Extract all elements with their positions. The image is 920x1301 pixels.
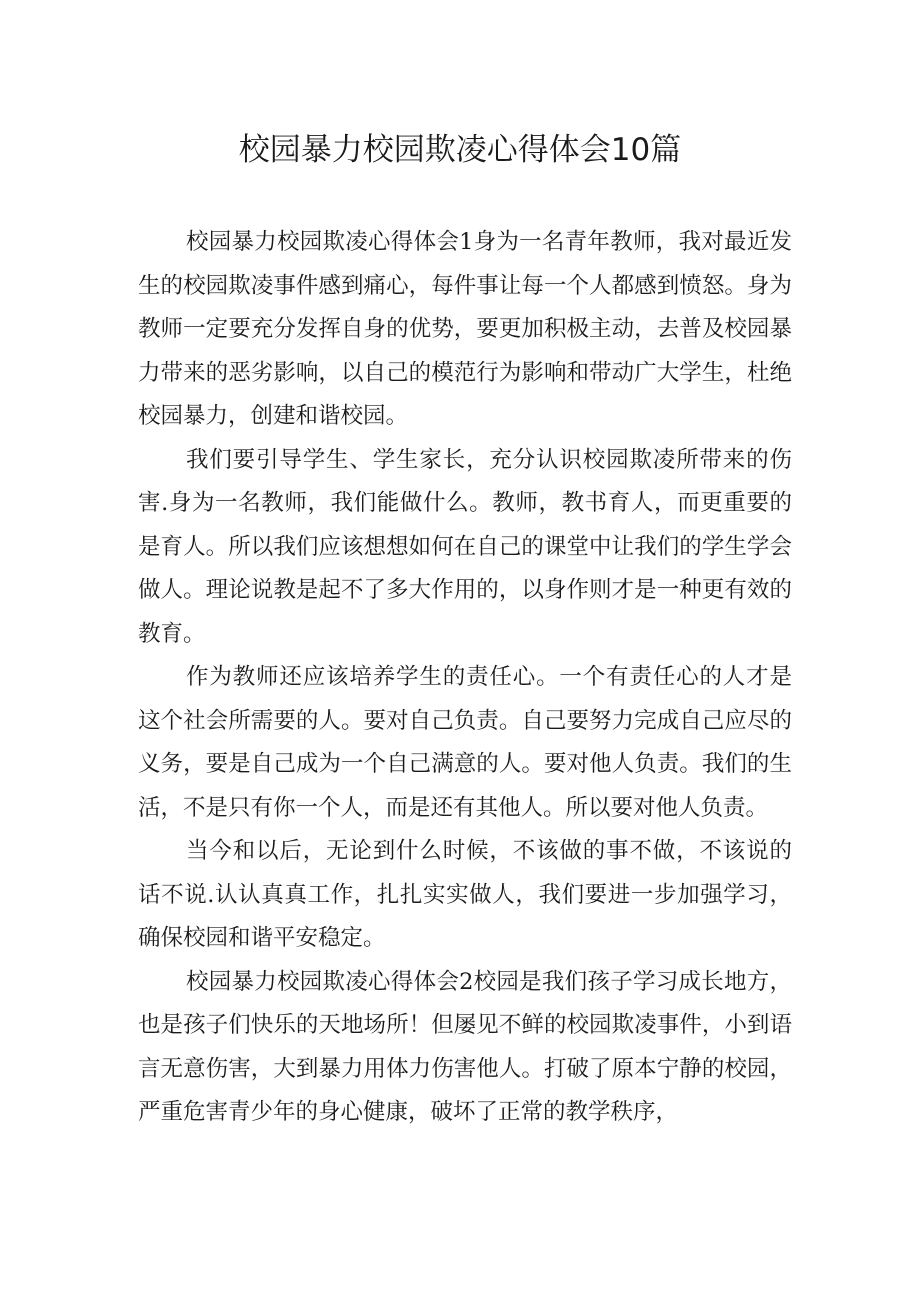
paragraph-1: 校园暴力校园欺凌心得体会1身为一名青年教师，我对最近发生的校园欺凌事件感到痛心，每件事让每一个人都感到愤怒。身为教师一定要充分发挥自身的优势，要更加积极主动，去普及校园暴力带来的恶劣影响，以自己的模范行为影响和带动广大学生，杜绝校园暴力，创建和谐校园。 [138,229,792,429]
paragraph-4: 当今和以后，无论到什么时候，不该做的事不做，不该说的话不说.认认真真工作，扎扎实实做人，我们要进一步加强学习，确保校园和谐平安稳定。 [138,838,792,951]
paragraph-2: 我们要引导学生、学生家长，充分认识校园欺凌所带来的伤害.身为一名教师，我们能做什么。教师，教书育人，而更重要的是育人。所以我们应该想想如何在自己的课堂中让我们的学生学会做人。理论说教是起不了多大作用的，以身作则才是一种更有效的教育。 [138,446,792,647]
document-body [138,221,792,1135]
paragraph-3: 作为教师还应该培养学生的责任心。一个有责任心的人才是这个社会所需要的人。要对自己负责。自己要努力完成自己应尽的义务，要是自己成为一个自己满意的人。要对他人负责。我们的生活，不是只有你一个人，而是还有其他人。所以要对他人负责。 [138,664,792,821]
document-title: 校园暴力校园欺凌心得体会10篇 [238,132,682,168]
paragraph-5: 校园暴力校园欺凌心得体会2校园是我们孩子学习成长地方，也是孩子们快乐的天地场所！但屡见不鲜的校园欺凌事件，小到语言无意伤害，大到暴力用体力伤害他人。打破了原本宁静的校园，严重危害青少年的身心健康，破坏了正常的教学秩序， [138,968,792,1125]
